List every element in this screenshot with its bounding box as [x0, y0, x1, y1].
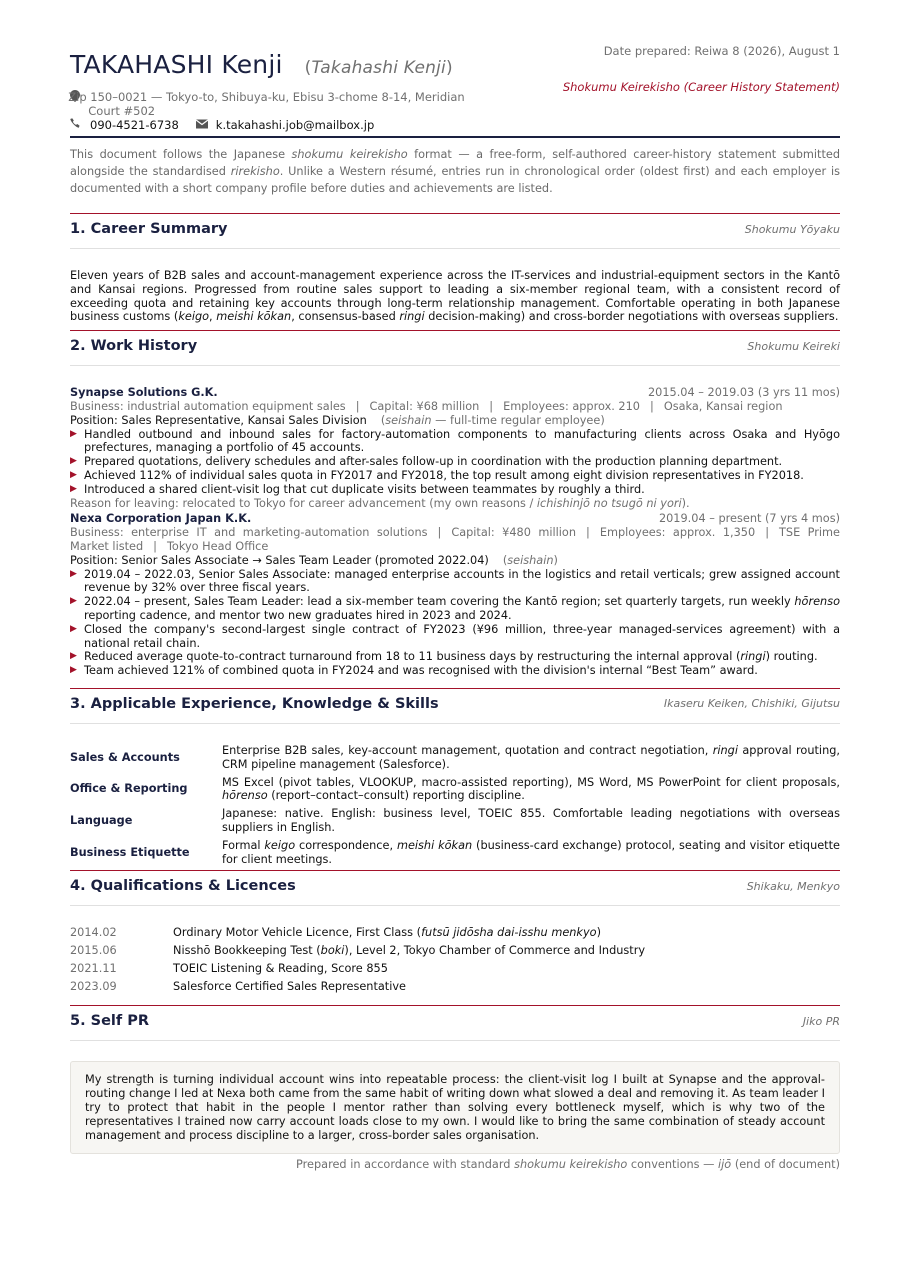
position-term: seishain: [385, 413, 432, 427]
date-prepared: Date prepared: Reiwa 8 (2026), August 1: [603, 44, 840, 58]
job-position: Position: Senior Sales Associate → Sales Team Leader (promoted 2022.04) (seishain): [70, 553, 558, 567]
company-location: Tokyo Head Office: [166, 539, 269, 553]
skill-detail: Japanese: native. English: business level, TOEIC 855. Comfortable leading negotiations with overseas suppliers in English.: [222, 807, 840, 834]
company-profile: Business: enterprise IT and marketing-automation solutions | Capital: ¥480 million | Employees: approx. 1,350 | TSE Prime Market listed | Tokyo Head Office: [70, 526, 841, 553]
footer-term: shokumu keirekisho: [514, 1158, 628, 1172]
table-row: [70, 962, 840, 980]
career-summary-text: [70, 249, 840, 324]
work-history: [70, 366, 840, 678]
position-note: — full-time regular employee): [431, 413, 605, 427]
qualifications-body: [70, 906, 840, 997]
duty-text: Reduced average quote-to-contract turnaround from 18 to 11 business days by restructuring the internal approval (: [84, 650, 741, 664]
self-pr-text: My strength is turning individual account wins into repeatable process: the client-visit log I built at Synapse and the approval-routing change I led at Nexa both came from the same habit of writing down what slowed a deal and removing it. As team leader I try to protect that habit in the people I mentor rather than solving every bottleneck myself, which is why two of the representatives I trained now carry account loads close to my own. I would like to bring the same combination of steady account management and process discipline to a larger, cross-border sales organisation.: [70, 1061, 840, 1154]
section-header-skills: [70, 688, 840, 724]
skill-category: Business Etiquette: [70, 845, 190, 859]
skill-detail: [222, 776, 840, 808]
qual-term: futsū jidōsha dai-isshu menkyo: [421, 926, 597, 940]
phone-icon: [70, 118, 82, 132]
qualification-name: TOEIC Listening & Reading, Score 855: [173, 961, 388, 975]
summary-term: keigo: [178, 310, 210, 324]
envelope-icon: [196, 118, 208, 132]
list-item: ▶ Team achieved 121% of combined quota in FY2024 and was recognised with the division's internal “Best Team” award.: [70, 664, 840, 678]
leaving-term: ichishinjō no tsugō ni yori: [536, 496, 682, 510]
leaving-text: Reason for leaving: relocated to Tokyo for career advancement (my own reasons /: [70, 496, 537, 510]
job-duties: [70, 428, 840, 497]
footer-term: ijō: [718, 1158, 732, 1172]
list-item: [70, 650, 840, 664]
skill-text: correspondence,: [295, 838, 397, 852]
employment-period: 2019.04 – present (7 yrs 4 mos): [658, 512, 840, 526]
summary-text: Eleven years of B2B sales and account-management experience across the IT-services and industrial-equipment sectors in the Kantō and Kansai regions. Progressed from routine sales support to leading a six-member regional team, with a consistent record of exceeding quota and retaining key accounts through long-term relationship management. Comfortable operating in both Japanese business customs (: [70, 269, 840, 324]
name-romaji-text: Takahashi Kenji: [311, 58, 446, 78]
career-history-document: [70, 0, 840, 1172]
list-item: ▶ Closed the company's second-largest single contract of FY2023 (¥96 million, three-year managed-services agreement) with a national retail chain.: [70, 623, 840, 651]
job-duties: [70, 568, 840, 678]
job-heading: [70, 386, 840, 400]
company-name: Synapse Solutions G.K.: [70, 386, 218, 400]
document-type: Shokumu Keirekisho (Career History Statement): [562, 80, 840, 94]
summary-text: ,: [209, 310, 217, 324]
address-row: [70, 90, 470, 118]
document-header: [70, 0, 840, 138]
section-subtitle: Ikaseru Keiken, Chishiki, Gijutsu: [663, 697, 840, 711]
table-row: [70, 944, 840, 962]
intro-text: This document follows the Japanese: [70, 148, 292, 161]
table-row: [70, 839, 840, 871]
summary-text: decision-making) and cross-border negotiations with overseas suppliers.: [424, 310, 839, 324]
skill-term: meishi kōkan: [396, 838, 473, 852]
job-heading: [70, 512, 840, 526]
summary-term: ringi: [399, 310, 425, 324]
list-item: ▶ Achieved 112% of individual sales quota in FY2017 and FY2018, the top result among eight division representatives in FY2018.: [70, 469, 840, 483]
skill-text: MS Excel (pivot tables, VLOOKUP, macro-assisted reporting), MS Word, MS PowerPoint for client proposals,: [222, 775, 840, 789]
list-item: ▶ Prepared quotations, delivery schedules and after-sales follow-up in coordination with the production planning department.: [70, 455, 840, 469]
intro-paragraph: [70, 146, 840, 197]
position-text: Position: Senior Sales Associate → Sales Team Leader (promoted 2022.04): [70, 553, 489, 567]
position-term: seishain: [507, 553, 554, 567]
section-subtitle: Shikaku, Menkyo: [746, 879, 840, 893]
qual-text: Ordinary Motor Vehicle Licence, First Class (: [173, 926, 422, 940]
qualification-name: [173, 926, 840, 944]
list-item: ▶ Introduced a shared client-visit log that cut duplicate visits between teammates by roughly a third.: [70, 483, 840, 497]
candidate-name: [70, 50, 453, 79]
intro-text: format — a free-form, self-authored career-history statement submitted alongside the standardised: [70, 148, 840, 178]
skill-detail: [222, 744, 840, 776]
employment-period: 2015.04 – 2019.03 (3 yrs 11 mos): [647, 386, 840, 400]
company-capital: Capital: ¥480 million: [451, 526, 576, 540]
section-title: 3. Applicable Experience, Knowledge & Skills: [70, 695, 439, 712]
qualification-date: 2014.02: [70, 926, 117, 940]
footer-text: (end of document): [731, 1158, 840, 1172]
qual-term: boki: [320, 944, 345, 958]
skill-text: (report–contact–consult) reporting discipline.: [267, 789, 525, 803]
skill-text: (business-card exchange) protocol, seating and visitor etiquette for client meetings.: [222, 838, 840, 866]
name-romaji: (Takahashi Kenji): [304, 58, 453, 78]
address-text: Zip 150–0021 — Tokyo-to, Shibuya-ku, Ebisu 3-chome 8-14, Meridian Court #502: [68, 90, 465, 118]
table-row: [70, 776, 840, 808]
duty-text: 2022.04 – present, Sales Team Leader: lead a six-member team covering the Kantō region; set quarterly targets, run weekly: [84, 595, 795, 609]
skill-term: keigo: [264, 838, 296, 852]
skill-text: Enterprise B2B sales, key-account management, quotation and contract negotiation,: [222, 743, 713, 757]
section-subtitle: Shokumu Yōyaku: [744, 222, 840, 236]
table-row: [70, 807, 840, 839]
company-capital: Capital: ¥68 million: [369, 399, 480, 413]
company-business: Business: enterprise IT and marketing-automation solutions: [70, 526, 428, 540]
section-title: 5. Self PR: [70, 1013, 150, 1030]
self-pr-body: [70, 1041, 840, 1172]
summary-text: , consensus-based: [291, 310, 400, 324]
skill-text: Formal: [222, 838, 265, 852]
footer-text: Prepared in accordance with standard: [296, 1158, 515, 1172]
table-row: [70, 926, 840, 944]
phone-text[interactable]: 090-4521-6738: [90, 118, 179, 132]
section-subtitle: Shokumu Keireki: [747, 339, 840, 353]
skills-body: [70, 724, 840, 870]
list-item: ▶ Handled outbound and inbound sales for factory-automation components to manufacturing clients across Osaka and Hyōgo prefectures, managing a portfolio of 45 accounts.: [70, 428, 840, 456]
footer-text: conventions —: [627, 1158, 719, 1172]
qualification-date: 2021.11: [70, 961, 117, 975]
reason-for-leaving: [70, 497, 840, 511]
duty-text: ) routing.: [765, 650, 818, 664]
contact-block: [70, 90, 470, 132]
list-item: ▶ 2019.04 – 2022.03, Senior Sales Associate: managed enterprise accounts in the logistics and retail verticals; grew assigned account revenue by 32% over three fiscal years.: [70, 568, 840, 596]
company-listing: TSE Prime Market listed: [70, 526, 841, 553]
job-position: Position: Sales Representative, Kansai Sales Division (seishain — full-time regular employee): [70, 413, 605, 427]
leaving-text: ).: [681, 496, 690, 510]
email-link[interactable]: k.takahashi.job@mailbox.jp: [215, 118, 375, 132]
phone-email-row: [70, 118, 470, 132]
skill-category: Office & Reporting: [70, 782, 188, 796]
skill-term: ringi: [712, 743, 738, 757]
job-entry: [70, 386, 840, 510]
qualification-name: Salesforce Certified Sales Representative: [173, 979, 407, 993]
table-row: [70, 980, 840, 998]
qualification-name: [173, 944, 840, 962]
summary-term: meishi kōkan: [216, 310, 292, 324]
qual-text: ): [596, 926, 601, 940]
list-item: [70, 595, 840, 623]
section-title: 2. Work History: [70, 338, 198, 355]
skill-category: Language: [70, 814, 133, 827]
qual-text: ), Level 2, Tokyo Chamber of Commerce and Industry: [344, 944, 646, 958]
skill-category: Sales & Accounts: [70, 750, 180, 764]
section-title: 4. Qualifications & Licences: [70, 878, 296, 895]
section-header-career-summary: [70, 213, 840, 249]
qual-text: Nisshō Bookkeeping Test (: [173, 944, 321, 958]
section-subtitle: Jiko PR: [802, 1014, 840, 1028]
skill-term: hōrenso: [222, 789, 268, 803]
skills-table: [70, 744, 840, 870]
duty-term: ringi: [740, 650, 766, 664]
skill-text: approval routing, CRM pipeline management (Salesforce).: [222, 743, 840, 771]
section-header-work-history: [70, 330, 840, 366]
job-entry: [70, 512, 840, 678]
section-title: 1. Career Summary: [70, 221, 228, 237]
qualifications-table: [70, 926, 840, 997]
qualification-date: 2015.06: [70, 944, 117, 958]
intro-text: . Unlike a Western résumé, entries run in chronological order (oldest first) and each employer is documented with a short company profile before duties and achievements are listed.: [70, 165, 840, 195]
document-footer: [70, 1158, 840, 1172]
qualification-date: 2023.09: [70, 979, 117, 993]
skill-detail: [222, 839, 840, 871]
section-header-self-pr: [70, 1005, 840, 1041]
position-text: Position: Sales Representative, Kansai Sales Division: [70, 413, 367, 427]
company-name: Nexa Corporation Japan K.K.: [70, 512, 252, 526]
name-text: TAKAHASHI Kenji: [70, 50, 283, 79]
company-employees: Employees: approx. 210: [503, 399, 640, 413]
duty-term: hōrenso: [794, 595, 840, 609]
company-profile: Business: industrial automation equipment sales | Capital: ¥68 million | Employees: approx. 210 | Osaka, Kansai region: [70, 399, 783, 413]
company-business: Business: industrial automation equipment sales: [70, 399, 346, 413]
intro-term: shokumu keirekisho: [291, 148, 408, 161]
header-rule: [70, 136, 840, 138]
duty-text: reporting cadence, and mentor two new graduates hired in 2023 and 2024.: [84, 608, 512, 622]
company-employees: Employees: approx. 1,350: [599, 526, 756, 540]
intro-term: rirekisho: [230, 165, 280, 178]
section-header-qualifications: [70, 870, 840, 906]
company-location: Osaka, Kansai region: [663, 399, 783, 413]
table-row: [70, 744, 840, 776]
